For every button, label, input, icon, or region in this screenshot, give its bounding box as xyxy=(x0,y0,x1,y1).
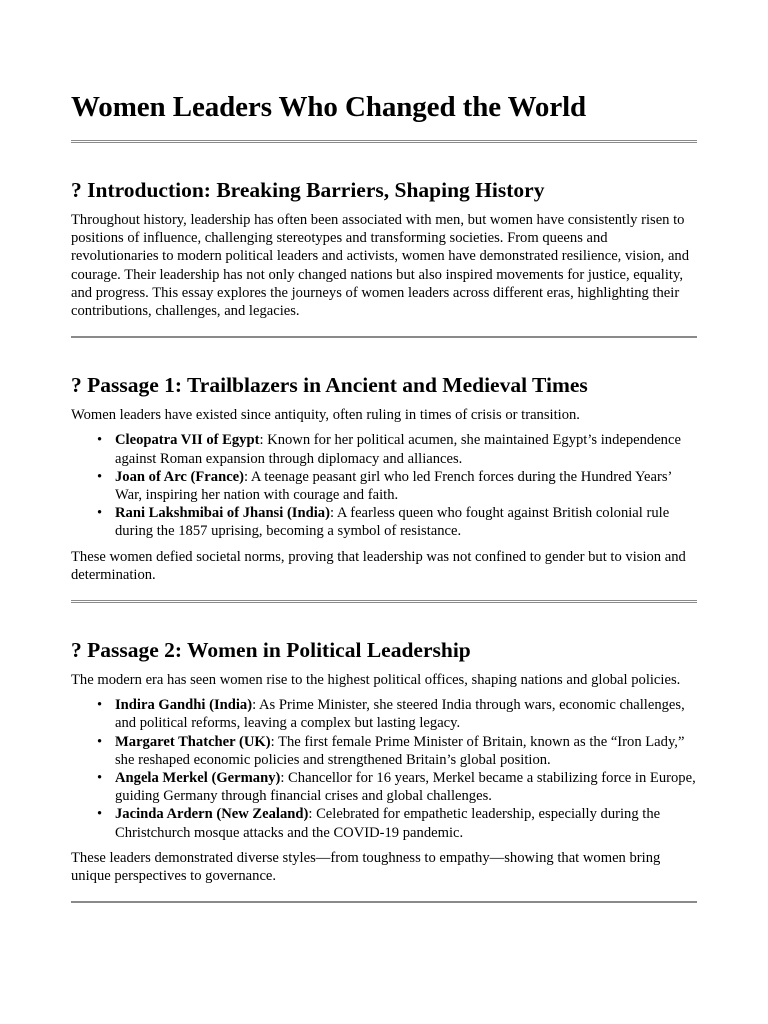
leader-name: Indira Gandhi (India) xyxy=(115,697,253,714)
leader-name: Cleopatra VII of Egypt xyxy=(115,432,260,449)
section-divider xyxy=(71,336,697,338)
passage-outro: These leaders demonstrated diverse styles—from toughness to empathy—showing that women bring unique perspectives to governance. xyxy=(71,849,661,885)
section-passage-1 xyxy=(71,371,697,584)
section-passage-2 xyxy=(71,636,697,885)
list-item xyxy=(115,504,697,540)
leader-description: : Chancellor for 16 years, Merkel became a stabilizing force in Europe, guiding Germany through financial crises and global challenges. xyxy=(115,770,696,805)
section-divider xyxy=(71,600,697,603)
title-divider xyxy=(71,140,697,143)
leader-name: Joan of Arc (France) xyxy=(115,468,245,485)
leader-description: : A teenage peasant girl who led French forces during the Hundred Years’ War, inspiring her nation with courage and faith. xyxy=(115,468,672,504)
leader-description: : As Prime Minister, she steered India through wars, economic challenges, and political reforms, leaving a complex but lasting legacy. xyxy=(115,697,685,732)
section-heading: ? Passage 1: Trailblazers in Ancient and Medieval Times xyxy=(71,373,588,398)
leader-name: Margaret Thatcher (UK) xyxy=(115,733,271,750)
leader-list xyxy=(71,696,697,842)
list-item xyxy=(115,733,697,769)
passage-intro: The modern era has seen women rise to the highest political offices, shaping nations and global policies. xyxy=(71,672,681,689)
intro-paragraph: Throughout history, leadership has often been associated with men, but women have consistently risen to positions of influence, challenging stereotypes and transforming societies. From queens and revolutionaries to modern political leaders and activists, women have demonstrated resilience, vision, and courage. Their leadership has not only changed nations but also inspired movements for justice, equality, and progress. This essay explores the journeys of women leaders across different eras, highlighting their contributions, challenges, and legacies. xyxy=(71,212,690,320)
section-introduction xyxy=(71,176,697,320)
leader-description: : Celebrated for empathetic leadership, especially during the Christchurch mosque attacks and the COVID-19 pandemic. xyxy=(115,806,661,841)
section-heading: ? Passage 2: Women in Political Leadership xyxy=(71,638,471,663)
leader-description: : A fearless queen who fought against British colonial rule during the 1857 uprising, becoming a symbol of resistance. xyxy=(115,505,670,540)
leader-name: Rani Lakshmibai of Jhansi (India) xyxy=(115,505,330,522)
list-item xyxy=(115,805,697,841)
leader-list xyxy=(71,431,697,540)
passage-intro: Women leaders have existed since antiquity, often ruling in times of crisis or transition. xyxy=(71,407,580,424)
list-item xyxy=(115,431,697,467)
leader-description: : Known for her political acumen, she maintained Egypt’s independence against Roman expansion through diplomacy and alliances. xyxy=(115,432,681,467)
section-heading: ? Introduction: Breaking Barriers, Shaping History xyxy=(71,178,545,202)
section-divider xyxy=(71,901,697,903)
document-title: Women Leaders Who Changed the World xyxy=(71,91,587,123)
list-item xyxy=(115,696,697,732)
list-item xyxy=(115,769,697,805)
leader-name: Jacinda Ardern (New Zealand) xyxy=(115,806,309,823)
leader-name: Angela Merkel (Germany) xyxy=(115,770,281,787)
list-item xyxy=(115,468,697,504)
leader-description: : The first female Prime Minister of Britain, known as the “Iron Lady,” she reshaped economic policies and strengthened Britain’s global position. xyxy=(115,733,685,768)
passage-outro: These women defied societal norms, proving that leadership was not confined to gender but to vision and determination. xyxy=(71,548,686,583)
